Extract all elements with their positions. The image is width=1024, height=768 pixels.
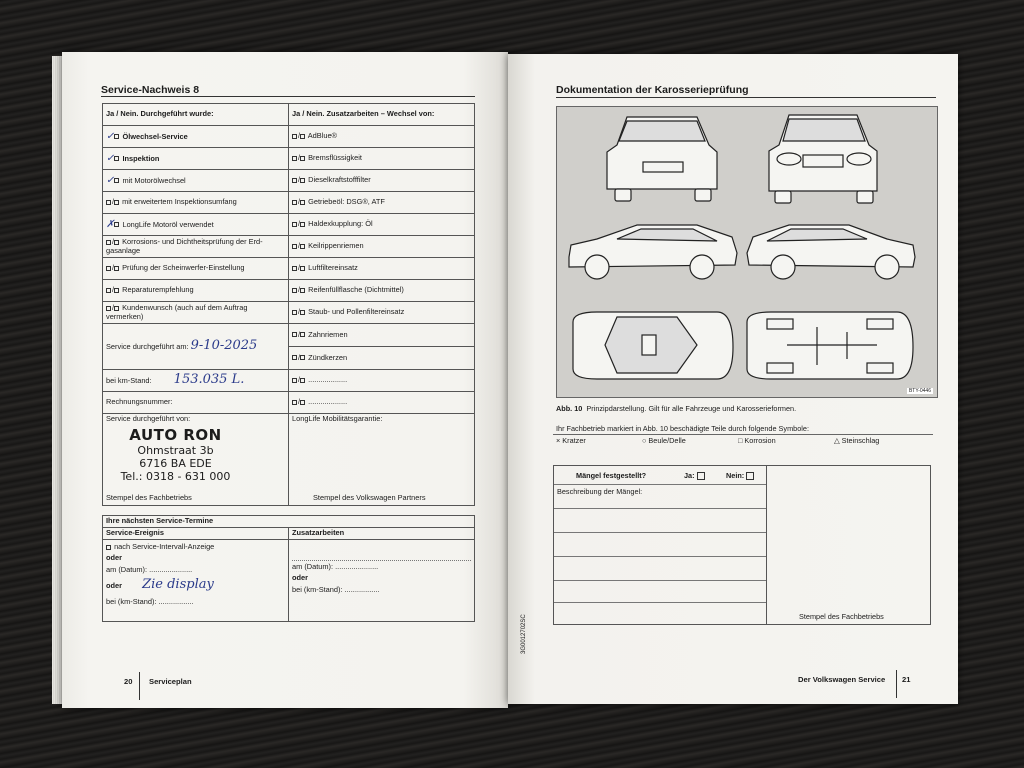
oder-label-right: oder [292, 573, 309, 583]
extra-right-label: ................... [308, 397, 348, 407]
table-row: bei km-Stand: 153.035 L. / ................... [103, 370, 475, 392]
maengel-line [554, 532, 766, 533]
am-datum-label: am (Datum): ..................... [106, 564, 193, 574]
stamp-vw-label: Stempel des Volkswagen Partners [313, 493, 426, 503]
row-left-label: Korrosions- und Dichtheitsprüfung der Erd-gasanlage [106, 236, 263, 255]
row-right-label: Dieselkraftstofffilter [308, 175, 371, 185]
row-right-label: Bremsflüssigkeit [308, 153, 362, 163]
next-col1-header: Service-Ereignis [103, 528, 289, 540]
bei-km-label-right: bei (km-Stand): ................. [292, 584, 380, 594]
left-footer-label: Serviceplan [149, 677, 192, 686]
row-left-label: mit erweitertem Inspektionsumfang [122, 197, 237, 207]
row-right-label: Keilrippenriemen [308, 241, 364, 251]
instruction-text: Ihr Fachbetrieb markiert in Abb. 10 beschädigte Teile durch folgende Symbole: [556, 424, 809, 433]
table-row: / Prüfung der Scheinwerfer-Einstellung / Luftfiltereinsatz [103, 258, 475, 280]
symbol-steinschlag: △ Steinschlag [834, 436, 880, 445]
car-views-svg [557, 107, 939, 399]
service-date-label: Service durchgeführt am: [106, 342, 189, 352]
right-page-title: Dokumentation der Karosserieprüfung [556, 84, 749, 96]
row-left-label: Reparaturempfehlung [122, 285, 194, 295]
car-front-view [769, 115, 877, 203]
rechnung-label: Rechnungsnummer: [103, 392, 289, 414]
right-footer-label: Der Volkswagen Service [798, 675, 886, 684]
longlife-label: LongLife Mobilitätsgarantie: [292, 414, 383, 423]
car-rear-view [607, 117, 717, 201]
maengel-line [554, 580, 766, 581]
instruction-rule [553, 434, 933, 435]
row-right-label: Reifenfüllflasche (Dichtmittel) [308, 285, 404, 295]
table-row: ✓ Ölwechsel-Service / AdBlue® [103, 126, 475, 148]
maengel-line [554, 602, 766, 603]
next-service-title: Ihre nächsten Service-Termine [103, 516, 475, 528]
am-datum-label-right: am (Datum): ..................... [292, 562, 379, 571]
right-footer-divider [896, 670, 897, 698]
maengel-line [554, 556, 766, 557]
stamp-city: 6716 BA EDE [139, 456, 212, 470]
car-diagram [556, 106, 938, 398]
next-interval-label: nach Service-Intervall-Anzeige [114, 542, 215, 551]
oder-label-2: oder [106, 581, 123, 591]
footer-divider [139, 672, 140, 700]
stamp-street: Ohmstraat 3b [137, 443, 214, 457]
title-rule [101, 96, 475, 97]
row-left-label: Kundenwunsch (auch auf dem Auftrag vermerken) [106, 302, 248, 321]
figure-caption [556, 404, 796, 413]
row-right-label: Luftfiltereinsatz [308, 263, 358, 273]
car-top-view [573, 312, 733, 379]
maengel-line [554, 508, 766, 509]
table-row: Rechnungsnummer: / ................... [103, 392, 475, 414]
car-underbody-view [747, 312, 913, 379]
service-table [102, 103, 475, 506]
nein-label: Nein: [726, 471, 755, 480]
next-col2-header: Zusatzarbeiten [289, 528, 475, 540]
stamp-fach-label: Stempel des Fachbetriebs [106, 493, 192, 503]
row-left-label: Ölwechsel-Service [122, 131, 188, 141]
table-row: / Kundenwunsch (auch auf dem Auftrag vermerken) / Staub- und Pollenfiltereinsatz [103, 302, 475, 324]
row-right-label: Staub- und Pollenfiltereinsatz [308, 307, 405, 317]
maengel-divider [766, 466, 767, 624]
right-stamp-label: Stempel des Fachbetriebs [799, 612, 884, 621]
vertical-code: 3G0012702SC [521, 614, 527, 654]
stamp-tel: Tel.: 0318 - 631 000 [120, 469, 231, 483]
table-row [103, 414, 475, 506]
beschreibung-label: Beschreibung der Mängel: [557, 487, 643, 496]
symbol-kratzer: × Kratzer [556, 436, 586, 445]
row-left-label: mit Motorölwechsel [122, 175, 186, 185]
figure-caption-text: Prinzipdarstellung. Gilt für alle Fahrzeuge und Karosserieformen. [586, 404, 797, 413]
service-date-handwritten: 9-10-2025 [190, 338, 258, 354]
maengel-box [553, 465, 931, 625]
row-right-label: Getriebeöl: DSG®, ATF [308, 197, 385, 207]
maengel-line [554, 484, 766, 485]
table-row: ✓ mit Motorölwechsel / Dieselkraftstofffilter [103, 170, 475, 192]
stamp-name: AUTO RON [129, 425, 222, 444]
table-row: ✓ Inspektion / Bremsflüssigkeit [103, 148, 475, 170]
ja-checkbox [697, 472, 705, 480]
row-right-label: Haldexkupplung: Öl [308, 219, 373, 229]
right-title-rule [556, 97, 936, 98]
maengel-label: Mängel festgestellt? [576, 471, 647, 480]
nein-checkbox [746, 472, 754, 480]
right-page-number: 21 [902, 675, 911, 684]
dealer-stamp [66, 426, 285, 484]
extra-right-label: ................... [308, 375, 348, 385]
row-right-label: AdBlue® [307, 131, 337, 141]
row-left-label: LongLife Motoröl verwendet [122, 219, 214, 229]
km-handwritten: 153.035 L. [173, 372, 245, 388]
table-row: / Korrosions- und Dichtheitsprüfung der Erd-gasanlage / Keilrippenriemen [103, 236, 475, 258]
performed-by-label: Service durchgeführt von: [106, 414, 191, 423]
table-row: ✗ LongLife Motoröl verwendet / Haldexkupplung: Öl [103, 214, 475, 236]
symbol-korrosion: □ Korrosion [738, 436, 776, 445]
bei-km-label: bei (km-Stand): ................. [106, 596, 194, 606]
col1-header: Ja / Nein. Durchgeführt wurde: [103, 104, 289, 126]
ja-label: Ja: [684, 471, 706, 480]
table-row: / Reparaturempfehlung / Reifenfüllflasche (Dichtmittel) [103, 280, 475, 302]
car-right-side-view [747, 225, 915, 279]
figure-code: BTY-0446 [908, 388, 931, 394]
table-row: / mit erweitertem Inspektionsumfang / Getriebeöl: DSG®, ATF [103, 192, 475, 214]
oder-label: oder [106, 553, 123, 563]
km-label: bei km-Stand: [106, 376, 152, 386]
left-page-number: 20 [124, 677, 133, 686]
next-service-table [102, 515, 475, 622]
symbol-beule: ○ Beule/Delle [642, 436, 686, 445]
left-page-title: Service-Nachweis 8 [101, 84, 200, 96]
extra-right-label: Zahnriemen [308, 329, 348, 339]
table-row: / Zündkerzen [103, 347, 475, 370]
row-left-label: Prüfung der Scheinwerfer-Einstellung [122, 263, 245, 273]
car-left-side-view [569, 225, 737, 279]
table-row: Service durchgeführt am: 9-10-2025 / Zahnriemen [103, 324, 475, 347]
display-handwritten: Zie display [142, 577, 214, 593]
col2-header: Ja / Nein. Zusatzarbeiten – Wechsel von: [289, 104, 475, 126]
row-left-label: Inspektion [122, 153, 160, 163]
extra-right-label: Zündkerzen [308, 352, 348, 362]
figure-caption-number: Abb. 10 [556, 404, 583, 413]
